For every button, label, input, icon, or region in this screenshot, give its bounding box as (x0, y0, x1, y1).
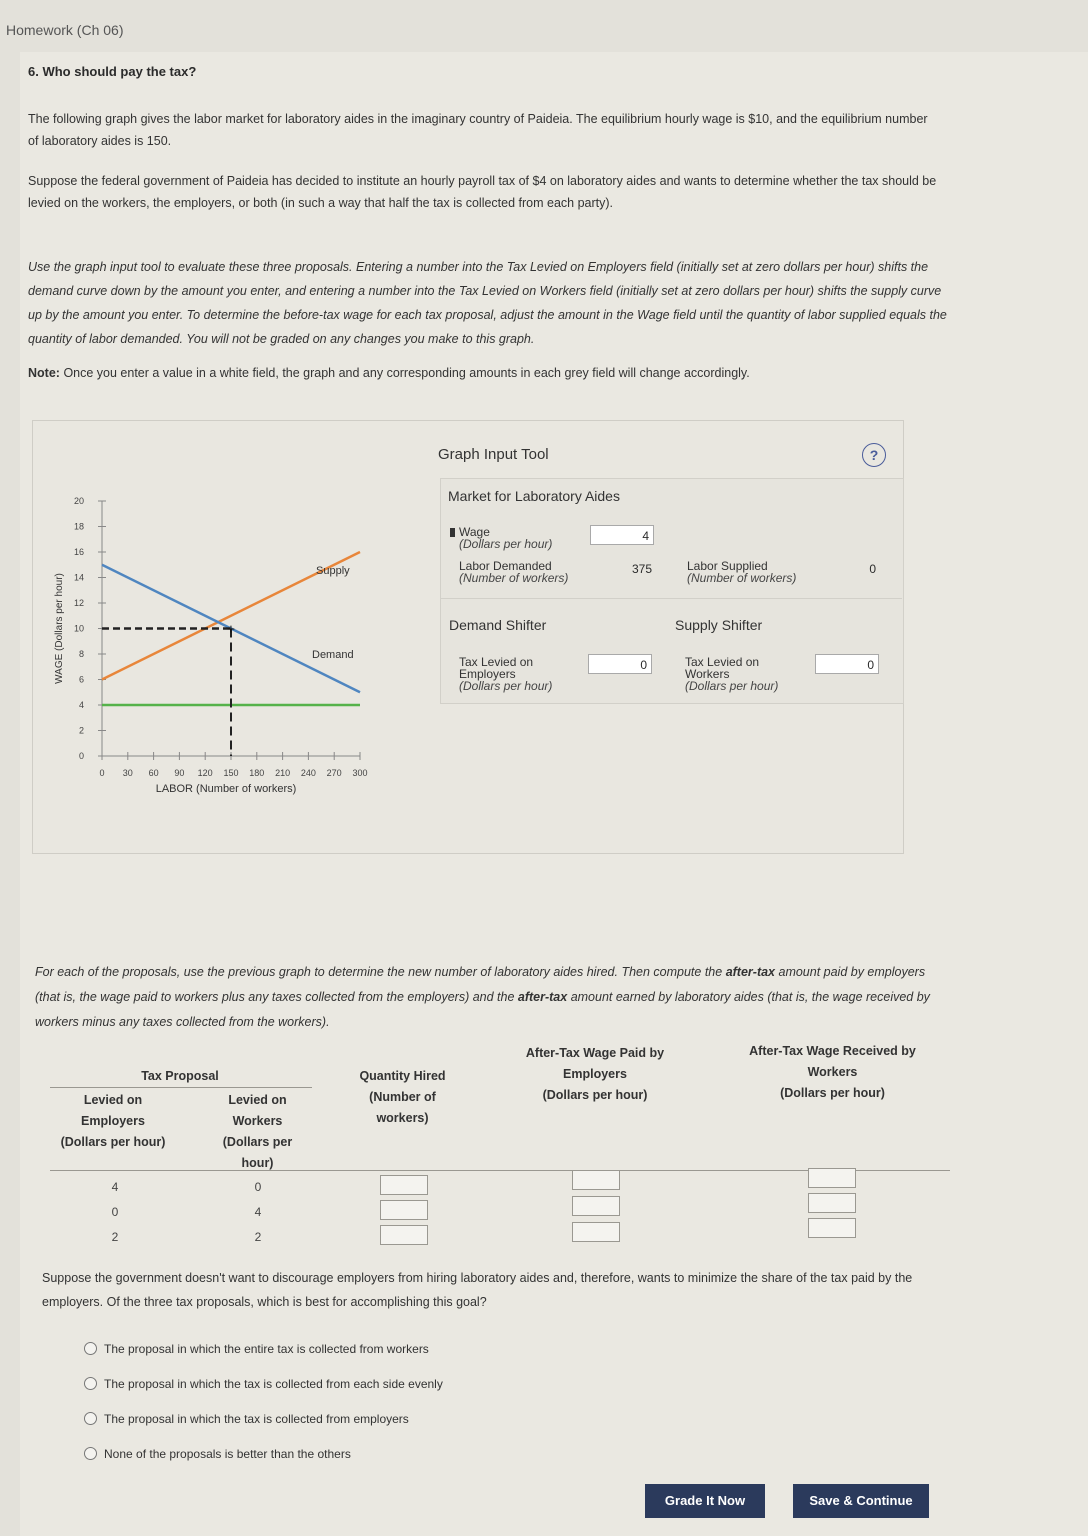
labor-supplied-sub: (Number of workers) (687, 571, 797, 585)
col2-line2: Workers (232, 1114, 283, 1128)
part2-text-3: amount earned by laboratory aides (that is, the wage received by workers minus any taxes collected from the workers). (35, 990, 930, 1029)
tax-employers-label (459, 656, 552, 692)
tax-workers-text-2: Workers (685, 667, 730, 681)
y-tick-label: 6 (78, 674, 84, 685)
col3-line1: Quantity Hired (359, 1069, 446, 1083)
y-tick-label: 12 (73, 598, 84, 608)
assignment-title: Homework (Ch 06) (6, 22, 124, 38)
x-tick-label: 210 (275, 768, 291, 778)
x-tick-label: 150 (223, 768, 239, 778)
grade-it-now-button[interactable]: Grade It Now (645, 1484, 765, 1518)
y-axis-label: WAGE (Dollars per hour) (54, 573, 65, 684)
option-employers-label: The proposal in which the tax is collected from employers (104, 1412, 409, 1426)
row3-quantity-input[interactable] (380, 1225, 428, 1245)
x-tick-label: 180 (249, 768, 265, 778)
labor-demanded-value: 375 (631, 562, 652, 576)
supply-label: Supply (316, 565, 350, 577)
option-workers[interactable] (84, 1342, 429, 1356)
wage-input[interactable]: 4 (590, 525, 654, 545)
y-tick-label: 20 (73, 496, 84, 506)
y-tick-label: 0 (78, 751, 84, 761)
row1-wage-paid-input[interactable] (572, 1170, 620, 1190)
x-tick-label: 240 (300, 768, 316, 778)
instructions-paragraph: Use the graph input tool to evaluate these three proposals. Entering a number into the Tax Levied on Employers field (initially set at zero dollars per hour) shifts the demand curve down by the amount you enter, and entering a number into the Tax Levied on Workers field (initially set at zero dollars per hour) shifts the supply curve up by the amount you enter. To determine the before-tax wage for each tax proposal, adjust the amount in the Wage field until the quantity of labor supplied equals the quantity of labor demanded. You will not be graded on any changes you make to this graph. (28, 260, 947, 346)
row2-wage-paid-input[interactable] (572, 1196, 620, 1216)
row2-wage-received-input[interactable] (808, 1193, 856, 1213)
demand-shifter-title: Demand Shifter (449, 617, 547, 633)
option-employers[interactable] (84, 1412, 409, 1426)
x-tick-label: 270 (326, 768, 342, 778)
x-tick-label: 120 (197, 768, 213, 778)
radio-icon[interactable] (84, 1447, 97, 1460)
col2-line3: (Dollars per (222, 1135, 293, 1149)
x-tick-label: 30 (122, 768, 133, 778)
tax-proposal-underline (50, 1087, 312, 1088)
levied-employers-header (48, 1090, 178, 1153)
equilibrium-marker: + (226, 620, 236, 637)
labor-supplied-label (687, 560, 796, 584)
x-tick-label: 60 (148, 768, 159, 778)
part2-bold-2: after-tax (517, 990, 568, 1004)
col4-line3: (Dollars per hour) (542, 1088, 648, 1102)
col4-line1: After-Tax Wage Paid by (525, 1046, 665, 1060)
quantity-hired-header (340, 1066, 465, 1129)
note-paragraph (28, 362, 928, 384)
row3-workers: 2 (254, 1230, 262, 1244)
graph-input-tool-title: Graph Input Tool (438, 446, 549, 463)
market-title: Market for Laboratory Aides (448, 488, 620, 504)
y-tick-label: 4 (78, 700, 84, 710)
x-tick-label: 300 (352, 768, 368, 778)
part2-instructions (35, 960, 945, 1035)
y-tick-label: 10 (73, 623, 84, 634)
part2-text-1: For each of the proposals, use the previous graph to determine the new number of laboratory aides hired. Then compute the (35, 965, 726, 979)
labor-supplied-text: Labor Supplied (687, 559, 768, 573)
option-none[interactable] (84, 1447, 351, 1461)
labor-demanded-sub: (Number of workers) (459, 571, 569, 585)
labor-demanded-label (459, 560, 568, 584)
wage-label (459, 526, 552, 550)
row2-workers: 4 (254, 1205, 262, 1219)
row2-employers: 0 (111, 1205, 119, 1219)
x-tick-label: 0 (99, 768, 105, 778)
col1-line3: (Dollars per hour) (60, 1135, 166, 1149)
x-tick-label: 90 (174, 768, 185, 778)
labor-market-graph[interactable] (40, 488, 380, 808)
tax-employers-text-1: Tax Levied on (459, 655, 534, 669)
wage-label-sub: (Dollars per hour) (459, 537, 553, 551)
supply-shifter-title: Supply Shifter (675, 617, 763, 633)
row1-wage-received-input[interactable] (808, 1168, 856, 1188)
demand-label: Demand (312, 649, 354, 661)
wage-line-legend-icon (450, 528, 455, 537)
col1-line2: Employers (81, 1114, 145, 1128)
row3-employers: 2 (111, 1230, 119, 1244)
option-evenly-label: The proposal in which the tax is collected from each side evenly (104, 1377, 443, 1391)
y-tick-label: 16 (73, 547, 84, 557)
wage-label-text: Wage (459, 525, 490, 539)
option-evenly[interactable] (84, 1377, 443, 1391)
y-tick-label: 14 (73, 572, 84, 583)
note-label: Note: (28, 366, 60, 380)
tax-proposal-header: Tax Proposal (141, 1069, 219, 1083)
part2-bold-1: after-tax (725, 965, 776, 979)
y-tick-label: 2 (78, 725, 84, 736)
col5-line3: (Dollars per hour) (780, 1086, 885, 1100)
scenario-paragraph: Suppose the federal government of Paideia has decided to institute an hourly payroll tax of $4 on laboratory aides and wants to determine whether the tax should be levied on the workers, the employers, or both (in such a way that half the tax is collected from each party). (28, 174, 937, 210)
radio-icon[interactable] (84, 1377, 97, 1390)
col3-line3: workers) (376, 1111, 429, 1125)
row1-employers: 4 (111, 1180, 119, 1194)
tax-workers-text-1: Tax Levied on (685, 655, 760, 669)
part3-question: Suppose the government doesn't want to discourage employers from hiring laboratory aides and, therefore, wants to minimize the share of the tax paid by the employers. Of the three tax proposals, which is best for accomplishing this goal? (42, 1271, 913, 1309)
question-title: 6. Who should pay the tax? (28, 64, 197, 79)
col5-line1: After-Tax Wage Received by (749, 1044, 916, 1058)
y-tick-label: 8 (78, 649, 84, 659)
wage-paid-header (505, 1043, 685, 1106)
row1-workers: 0 (254, 1180, 262, 1194)
col4-line2: Employers (563, 1067, 627, 1081)
row2-quantity-input[interactable] (380, 1200, 428, 1220)
help-icon[interactable]: ? (862, 443, 886, 467)
levied-workers-header (205, 1090, 310, 1174)
col1-line1: Levied on (83, 1093, 143, 1107)
radio-icon[interactable] (84, 1412, 97, 1425)
wage-received-header (730, 1041, 935, 1104)
panel-divider (440, 598, 902, 599)
col2-line4: hour) (241, 1156, 274, 1170)
option-workers-label: The proposal in which the entire tax is collected from workers (104, 1342, 429, 1356)
y-tick-label: 18 (73, 521, 84, 532)
col3-line2: (Number of (369, 1090, 436, 1104)
tax-workers-sub: (Dollars per hour) (685, 679, 779, 693)
row3-wage-received-input[interactable] (808, 1218, 856, 1238)
tax-workers-input[interactable]: 0 (815, 654, 879, 674)
note-text: Once you enter a value in a white field, the graph and any corresponding amounts in each grey field will change accordingly. (63, 366, 750, 380)
labor-supplied-value: 0 (869, 562, 876, 576)
save-continue-button[interactable]: Save & Continue (793, 1484, 929, 1518)
part2-text-2: amount paid by employers (that is, the wage paid to workers plus any taxes collected from the employers) and the (35, 965, 926, 1004)
tax-workers-label (685, 656, 778, 692)
intro-paragraph: The following graph gives the labor market for laboratory aides in the imaginary country of Paideia. The equilibrium hourly wage is $10, and the equilibrium number of laboratory aides is 150. (28, 112, 928, 148)
col2-line1: Levied on (228, 1093, 287, 1107)
tax-employers-text-2: Employers (459, 667, 516, 681)
option-none-label: None of the proposals is better than the others (104, 1447, 351, 1461)
x-axis-label: LABOR (Number of workers) (155, 783, 297, 795)
tax-employers-input[interactable]: 0 (588, 654, 652, 674)
labor-demanded-text: Labor Demanded (459, 559, 552, 573)
tax-employers-sub: (Dollars per hour) (459, 679, 553, 693)
col5-line2: Workers (807, 1065, 858, 1079)
radio-icon[interactable] (84, 1342, 97, 1355)
row3-wage-paid-input[interactable] (572, 1222, 620, 1242)
row1-quantity-input[interactable] (380, 1175, 428, 1195)
